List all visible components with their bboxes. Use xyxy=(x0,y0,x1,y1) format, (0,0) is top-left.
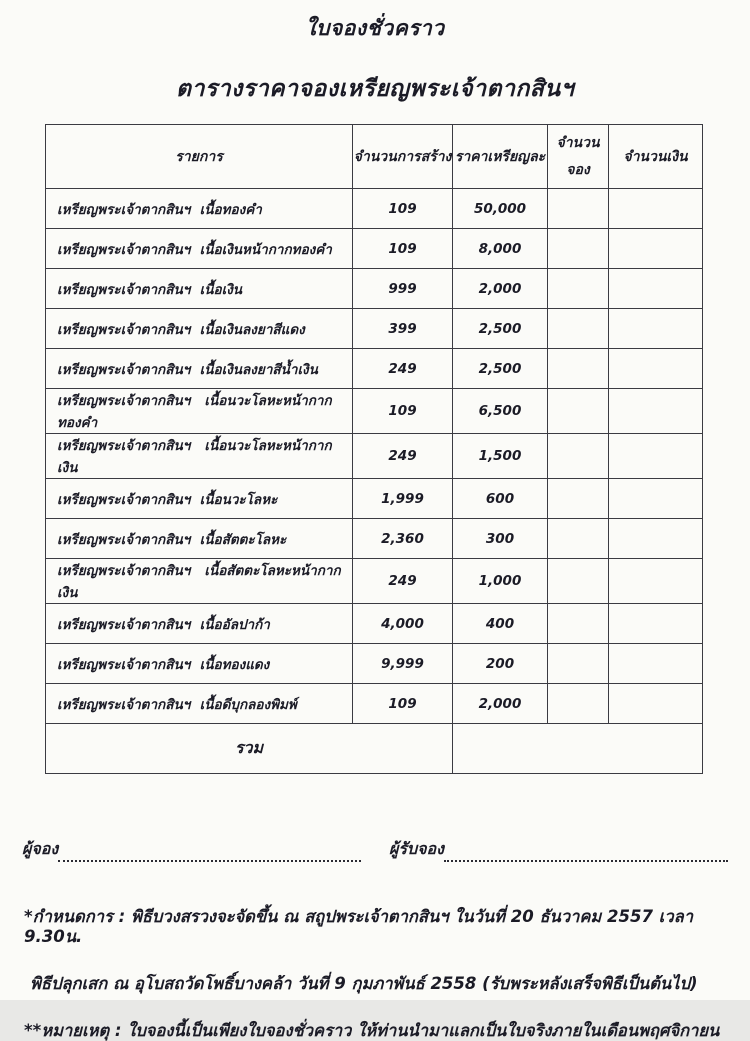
remark-note: **หมายเหตุ : ใบจองนี้เป็นเพียงใบจองชั่วคราว ให้ท่านนำมาแลกเป็นใบจริงภายในเดือนพฤศจิกายน xyxy=(24,1021,720,1041)
total-value-cell xyxy=(453,724,703,774)
quantity-made-cell: 999 xyxy=(353,269,453,309)
quantity-made-cell: 249 xyxy=(353,349,453,389)
price-cell: 2,000 xyxy=(453,684,548,724)
quantity-made-cell: 399 xyxy=(353,309,453,349)
page-title: ใบจองชั่วคราว xyxy=(305,16,445,40)
table-row xyxy=(46,269,703,309)
item-name-cell: เหรียญพระเจ้าตากสินฯ เนื้อเงินลงยาสีแดง xyxy=(46,309,353,349)
header-price-per-coin: ราคาเหรียญละ xyxy=(453,125,548,189)
item-name-cell: เหรียญพระเจ้าตากสินฯ เนื้อเงิน xyxy=(46,269,353,309)
table-header-row xyxy=(46,125,703,189)
price-cell: 600 xyxy=(453,479,548,519)
reserver-signature xyxy=(22,837,361,862)
price-cell: 300 xyxy=(453,519,548,559)
price-cell: 1,000 xyxy=(453,559,548,604)
item-name-cell: เหรียญพระเจ้าตากสินฯ เนื้ออัลปาก้า xyxy=(46,604,353,644)
item-name-cell: เหรียญพระเจ้าตากสินฯ เนื้อนวะโลหะหน้ากากเงิน xyxy=(46,434,353,479)
item-name-cell: เหรียญพระเจ้าตากสินฯ เนื้อนวะโลหะหน้ากากทองคำ xyxy=(46,389,353,434)
reserve-qty-cell xyxy=(548,309,609,349)
item-name-cell: เหรียญพระเจ้าตากสินฯ เนื้อสัตตะโลหะ xyxy=(46,519,353,559)
price-cell: 400 xyxy=(453,604,548,644)
receiver-label: ผู้รับจอง xyxy=(389,839,444,858)
reserve-qty-cell xyxy=(548,559,609,604)
quantity-made-cell: 109 xyxy=(353,189,453,229)
schedule-note: *กำหนดการ : พิธีบวงสรวงจะจัดขึ้น ณ สถูปพระเจ้าตากสินฯ ในวันที่ 20 ธันวาคม 2557 เวลา 9.30น. xyxy=(24,907,693,946)
total-row xyxy=(46,724,703,774)
reserve-qty-cell xyxy=(548,479,609,519)
price-cell: 2,500 xyxy=(453,309,548,349)
reserve-qty-cell xyxy=(548,349,609,389)
table-row xyxy=(46,309,703,349)
reserve-qty-cell xyxy=(548,644,609,684)
price-cell: 50,000 xyxy=(453,189,548,229)
coin-price-table xyxy=(45,124,703,774)
reserve-qty-cell xyxy=(548,269,609,309)
header-reserve-qty-line1: จำนวน xyxy=(556,134,600,151)
quantity-made-cell: 249 xyxy=(353,559,453,604)
table-body xyxy=(46,189,703,724)
item-name-cell: เหรียญพระเจ้าตากสินฯ เนื้อเงินลงยาสีน้ำเงิน xyxy=(46,349,353,389)
price-cell: 200 xyxy=(453,644,548,684)
quantity-made-cell: 109 xyxy=(353,684,453,724)
header-quantity-made: จำนวนการสร้าง xyxy=(353,125,453,189)
table-row xyxy=(46,559,703,604)
reserve-qty-cell xyxy=(548,229,609,269)
amount-cell xyxy=(609,479,703,519)
table-row xyxy=(46,189,703,229)
quantity-made-cell: 249 xyxy=(353,434,453,479)
table-row xyxy=(46,644,703,684)
table-row xyxy=(46,229,703,269)
header-amount: จำนวนเงิน xyxy=(609,125,703,189)
item-name-cell: เหรียญพระเจ้าตากสินฯ เนื้อเงินหน้ากากทองคำ xyxy=(46,229,353,269)
amount-cell xyxy=(609,269,703,309)
total-label: รวม xyxy=(46,724,453,774)
price-cell: 6,500 xyxy=(453,389,548,434)
quantity-made-cell: 9,999 xyxy=(353,644,453,684)
header-reserve-qty xyxy=(548,125,609,189)
item-name-cell: เหรียญพระเจ้าตากสินฯ เนื้อสัตตะโลหะหน้ากากเงิน xyxy=(46,559,353,604)
table-header xyxy=(46,125,703,189)
amount-cell xyxy=(609,434,703,479)
item-name-cell: เหรียญพระเจ้าตากสินฯ เนื้อทองคำ xyxy=(46,189,353,229)
reserve-qty-cell xyxy=(548,189,609,229)
quantity-made-cell: 109 xyxy=(353,229,453,269)
page-subtitle: ตารางราคาจองเหรียญพระเจ้าตากสินฯ xyxy=(176,76,574,102)
item-name-cell: เหรียญพระเจ้าตากสินฯ เนื้อทองแดง xyxy=(46,644,353,684)
header-item: รายการ xyxy=(46,125,353,189)
amount-cell xyxy=(609,604,703,644)
reserve-qty-cell xyxy=(548,604,609,644)
amount-cell xyxy=(609,644,703,684)
reserve-qty-cell xyxy=(548,684,609,724)
ceremony-note: พิธีปลุกเสก ณ อุโบสถวัดโพธิ์บางคล้า วันที่ 9 กุมภาพันธ์ 2558 (รับพระหลังเสร็จพิธีเป็นต้นไป) xyxy=(30,973,698,993)
quantity-made-cell: 2,360 xyxy=(353,519,453,559)
table-row xyxy=(46,349,703,389)
quantity-made-cell: 109 xyxy=(353,389,453,434)
signature-section xyxy=(22,837,728,862)
amount-cell xyxy=(609,229,703,269)
amount-cell xyxy=(609,519,703,559)
receiver-signature xyxy=(389,837,728,862)
amount-cell xyxy=(609,389,703,434)
amount-cell xyxy=(609,684,703,724)
quantity-made-cell: 4,000 xyxy=(353,604,453,644)
table-footer xyxy=(46,724,703,774)
table-row xyxy=(46,604,703,644)
reserver-label: ผู้จอง xyxy=(22,839,59,858)
receiver-signature-line xyxy=(444,846,728,862)
reserve-qty-cell xyxy=(548,389,609,434)
header-reserve-qty-line2: จอง xyxy=(566,161,590,178)
amount-cell xyxy=(609,349,703,389)
table-row xyxy=(46,479,703,519)
price-cell: 1,500 xyxy=(453,434,548,479)
amount-cell xyxy=(609,309,703,349)
amount-cell xyxy=(609,559,703,604)
table-row xyxy=(46,684,703,724)
price-cell: 2,000 xyxy=(453,269,548,309)
amount-cell xyxy=(609,189,703,229)
table-row xyxy=(46,389,703,434)
reserve-qty-cell xyxy=(548,519,609,559)
reserver-signature-line xyxy=(58,846,361,862)
table-row xyxy=(46,434,703,479)
table-row xyxy=(46,519,703,559)
quantity-made-cell: 1,999 xyxy=(353,479,453,519)
price-cell: 2,500 xyxy=(453,349,548,389)
item-name-cell: เหรียญพระเจ้าตากสินฯ เนื้อนวะโลหะ xyxy=(46,479,353,519)
price-cell: 8,000 xyxy=(453,229,548,269)
item-name-cell: เหรียญพระเจ้าตากสินฯ เนื้อดีบุกลองพิมพ์ xyxy=(46,684,353,724)
reserve-qty-cell xyxy=(548,434,609,479)
